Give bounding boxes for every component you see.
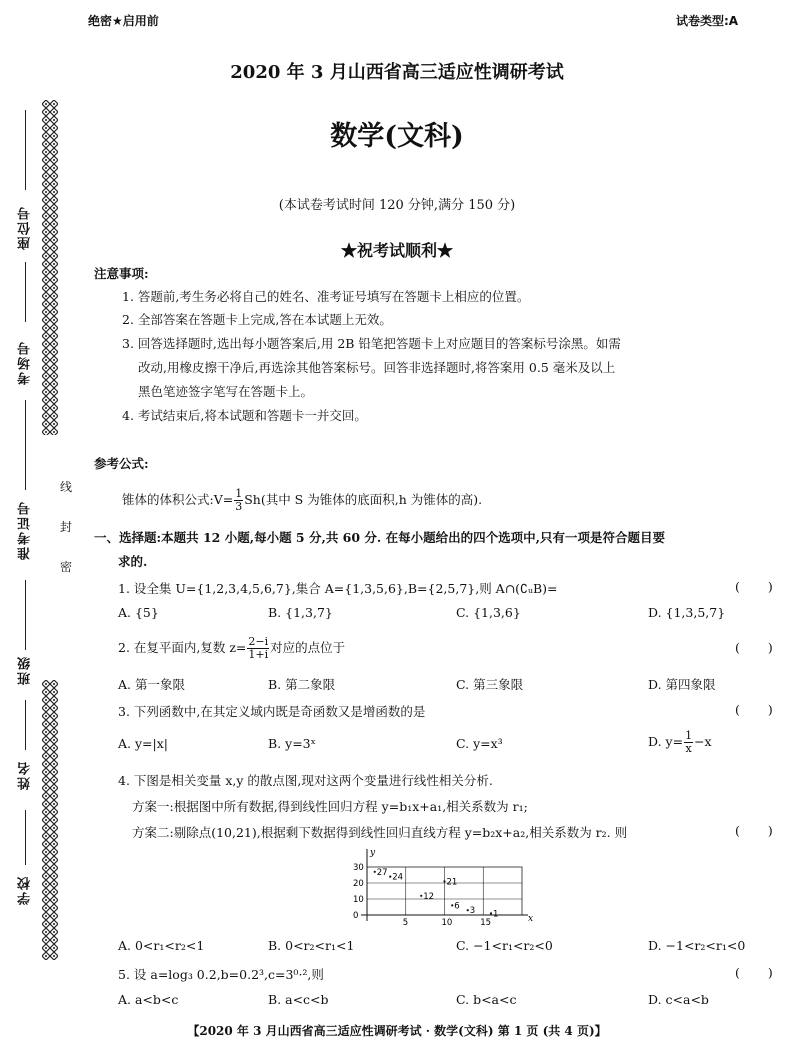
q3-option-a: A. y=|x|	[118, 736, 168, 751]
q5-option-a: A. a<b<c	[118, 992, 179, 1007]
notice-item-4: 4. 考试结束后,将本试题和答题卡一并交回。	[122, 408, 367, 423]
chart-point	[389, 876, 391, 878]
paper-type: 试卷类型:A	[676, 14, 739, 28]
q1-option-b: B. {1,3,7}	[268, 605, 333, 620]
q1-option-c: C. {1,3,6}	[456, 605, 521, 620]
formula-line	[122, 488, 482, 513]
chart-y-tick: 10	[353, 895, 364, 905]
chart-point-label: 1	[493, 909, 499, 920]
q1-option-a: A. {5}	[118, 605, 159, 620]
q4-answer-paren: ()	[735, 823, 801, 838]
q1-answer-paren: ()	[735, 579, 801, 594]
seat-label: 座位号	[18, 205, 33, 250]
time-note: (本试卷考试时间 120 分钟,满分 150 分)	[278, 198, 516, 213]
chart-point	[467, 909, 469, 911]
q2-stem-pre: 2. 在复平面内,复数 z=	[118, 640, 247, 655]
section1-line2: 求的.	[118, 554, 148, 569]
q2-frac-den: 1+i	[248, 648, 269, 661]
chart-point	[374, 871, 376, 873]
seal-feng: 封	[60, 520, 73, 534]
q3-stem: 3. 下列函数中,在其定义域内既是奇函数又是增函数的是	[118, 704, 426, 719]
notice-item-1: 1. 答题前,考生务必将自己的姓名、准考证号填写在答题卡上相应的位置。	[122, 289, 530, 304]
q4-plan1: 方案一:根据图中所有数据,得到线性回归方程 y=b₁x+a₁,相关系数为 r₁;	[132, 799, 528, 814]
class-line	[25, 580, 26, 650]
scatter-chart	[345, 845, 535, 928]
q5-answer-paren: ()	[735, 965, 801, 980]
room-line	[25, 262, 26, 322]
q4-plan2: 方案二:剔除点(10,21),根据剩下数据得到线性回归直线方程 y=b₂x+a₂,相关系数为 r₂. 则	[132, 825, 628, 840]
exam-title: 2020 年 3 月山西省高三适应性调研考试	[230, 62, 564, 83]
chart-x-tick: 5	[402, 918, 409, 928]
q3-answer-paren: ()	[735, 702, 801, 717]
formula-title: 参考公式:	[94, 456, 149, 471]
chart-x-label: x	[528, 914, 534, 924]
chart-x-tick: 15	[480, 918, 492, 928]
seal-mi: 密	[60, 560, 73, 574]
formula-frac-num: 1	[235, 487, 243, 500]
name-line	[25, 700, 26, 750]
chart-x-tick: 10	[441, 918, 453, 928]
chart-point	[490, 912, 492, 914]
q5-option-b: B. a<c<b	[268, 992, 329, 1007]
notice-item-3-cont: 改动,用橡皮擦干净后,再选涂其他答案标号。回答非选择题时,将答案用 0.5 毫米及以上	[138, 360, 616, 375]
chart-y-label: y	[370, 848, 376, 858]
q3-d-suffix: −x	[694, 734, 712, 749]
seat-line	[25, 110, 26, 190]
chart-point-label: 3	[469, 906, 476, 917]
subject-title: 数学(文科)	[330, 121, 464, 152]
school-line	[25, 810, 26, 865]
class-label: 班级	[18, 655, 33, 685]
chart-point	[420, 895, 422, 897]
q2-answer-paren: ()	[735, 640, 801, 655]
ticket-label: 准考证号	[18, 500, 33, 560]
room-label: 考场号	[18, 340, 33, 385]
q2-option-d: D. 第四象限	[648, 677, 716, 692]
q2-option-b: B. 第二象限	[268, 677, 336, 692]
chart-y-tick: 20	[353, 879, 364, 889]
chart-point-label: 6	[454, 901, 460, 912]
chart-y-tick: 30	[353, 863, 364, 873]
q1-option-d: D. {1,3,5,7}	[648, 605, 726, 620]
chart-point	[451, 904, 453, 906]
chart-point-label: 27	[376, 867, 388, 878]
binding-pattern-top	[42, 100, 58, 435]
q5-stem: 5. 设 a=log₃ 0.2,b=0.2³,c=3⁰·²,则	[118, 967, 324, 982]
seal-xian: 线	[60, 480, 73, 494]
q2-fraction	[247, 636, 269, 661]
secret-label: 绝密★启用前	[88, 14, 159, 28]
ticket-line	[25, 400, 26, 490]
q4-option-b: B. 0<r₂<r₁<1	[268, 938, 355, 953]
q4-stem: 4. 下图是相关变量 x,y 的散点图,现对这两个变量进行线性相关分析.	[118, 773, 493, 788]
q3-option-c: C. y=x³	[456, 736, 503, 751]
formula-fraction	[234, 488, 243, 513]
binding-pattern-bottom	[42, 680, 58, 960]
chart-point-label: 12	[423, 891, 435, 902]
notice-title: 注意事项:	[94, 266, 149, 281]
school-label: 学校	[18, 875, 33, 905]
q2-stem	[118, 636, 345, 661]
q2-stem-post: 对应的点位于	[270, 640, 346, 655]
q2-option-c: C. 第三象限	[456, 677, 524, 692]
name-label: 姓名	[18, 760, 33, 790]
chart-point-label: 21	[446, 877, 458, 888]
wish-text: ★祝考试顺利★	[340, 241, 453, 260]
notice-item-2: 2. 全部答案在答题卡上完成,答在本试题上无效。	[122, 312, 392, 327]
q5-option-d: D. c<a<b	[648, 992, 709, 1007]
formula-prefix: 锥体的体积公式:V=	[122, 492, 234, 507]
notice-item-3-cont2: 黑色笔迹签字笔写在答题卡上。	[138, 384, 314, 399]
q1-stem: 1. 设全集 U={1,2,3,4,5,6,7},集合 A={1,3,5,6},B={2,5,7},则 A∩(∁ᵤB)=	[118, 581, 558, 596]
q4-option-d: D. −1<r₂<r₁<0	[648, 938, 746, 953]
section1-line1: 一、选择题:本题共 12 小题,每小题 5 分,共 60 分. 在每小题给出的四个选项中,只有一项是符合题目要	[94, 530, 665, 545]
q4-option-c: C. −1<r₁<r₂<0	[456, 938, 553, 953]
q2-frac-num: 2−i	[248, 635, 269, 648]
formula-suffix: Sh(其中 S 为锥体的底面积,h 为锥体的高).	[244, 492, 483, 507]
formula-frac-den: 3	[235, 500, 243, 513]
q4-option-a: A. 0<r₁<r₂<1	[118, 938, 205, 953]
q3-option-b: B. y=3ˣ	[268, 736, 316, 751]
q3-option-d-label: D. y=	[648, 734, 684, 749]
chart-point-label: 24	[392, 872, 404, 883]
q3-option-d	[648, 730, 712, 755]
page-footer: 【2020 年 3 月山西省高三适应性调研考试 · 数学(文科) 第 1 页 (共 4 页)】	[187, 1024, 607, 1038]
q3-d-frac-den: x	[685, 742, 692, 755]
q5-option-c: C. b<a<c	[456, 992, 517, 1007]
chart-y-tick: 0	[353, 911, 359, 921]
notice-item-3: 3. 回答选择题时,选出每小题答案后,用 2B 铅笔把答题卡上对应题目的答案标号涂黑。如需	[122, 336, 621, 351]
q3-d-fraction	[684, 730, 693, 755]
chart-point	[443, 880, 445, 882]
q3-d-frac-num: 1	[685, 729, 693, 742]
q2-option-a: A. 第一象限	[118, 677, 185, 692]
